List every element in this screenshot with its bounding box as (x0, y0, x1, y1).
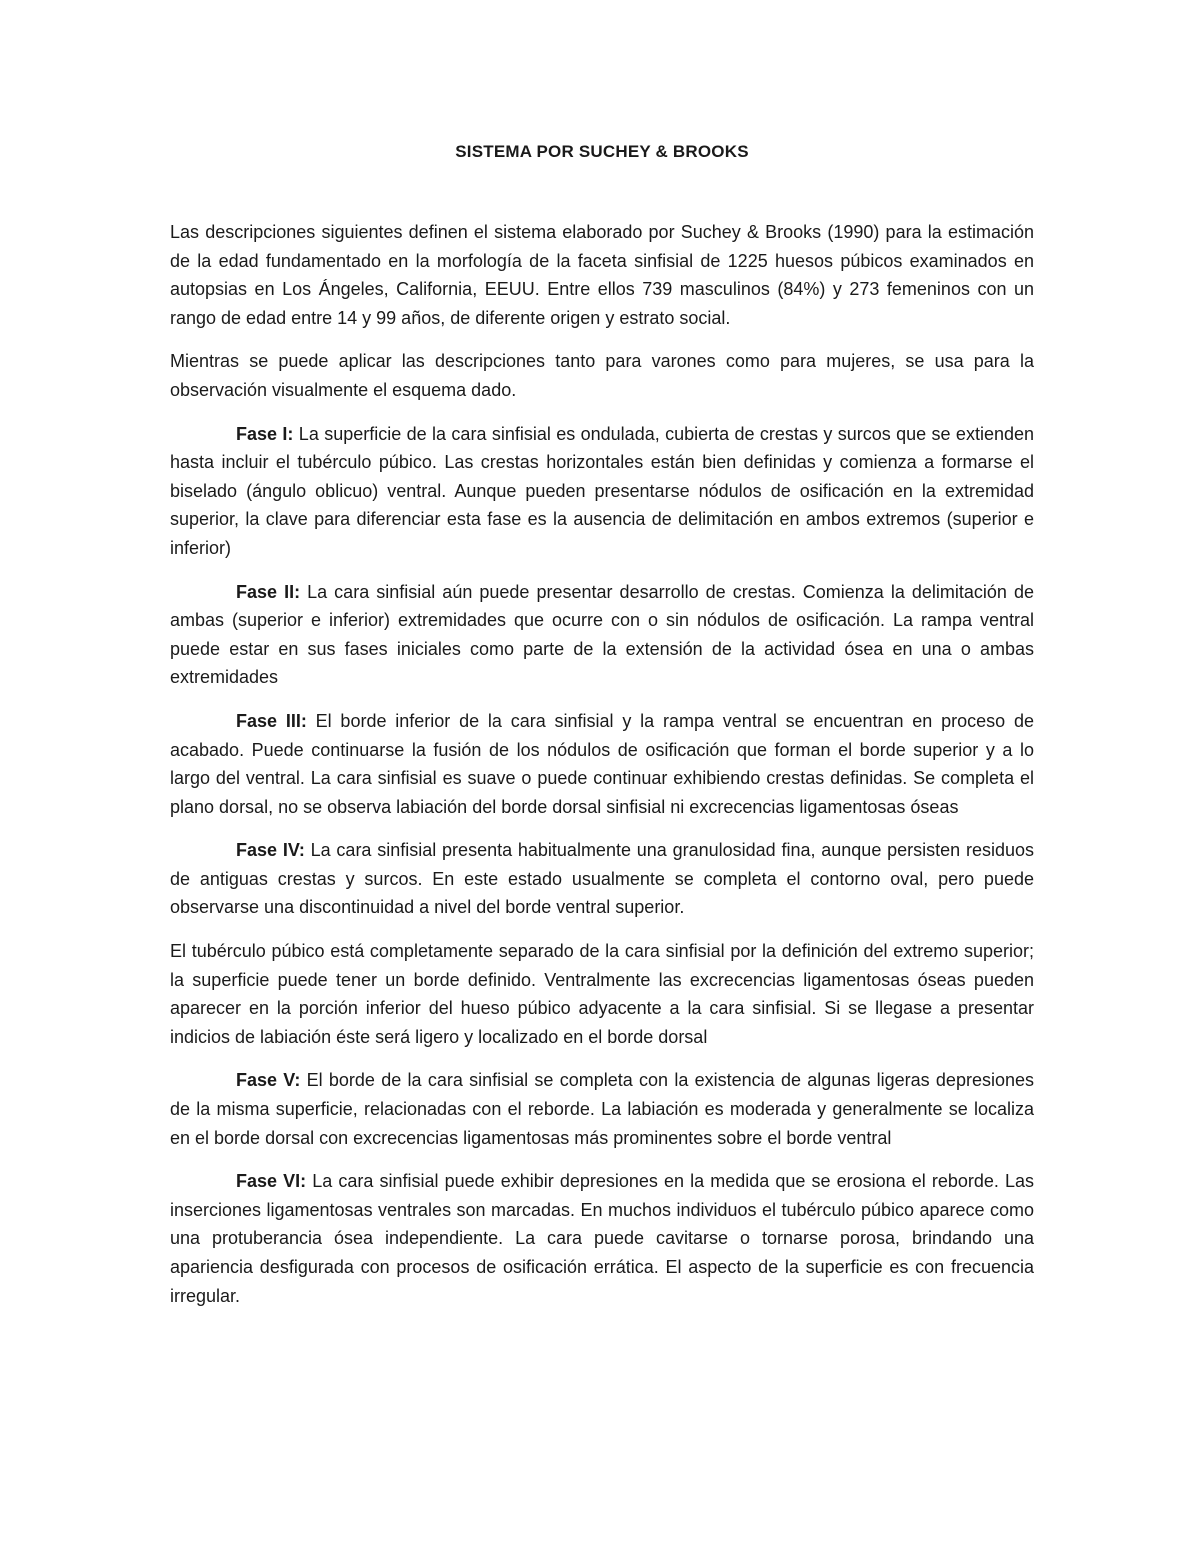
document-page (170, 142, 1034, 1325)
phase-ii-label: Fase II: (236, 581, 301, 602)
phase-v-text: El borde de la cara sinfisial se completa con la existencia de algunas ligeras depresiones de la misma superficie, relacionadas con el reborde. La labiación es moderada y generalmente se localiza en el borde dorsal con excrecencias ligamentosas más prominentes sobre el borde ventral (170, 1070, 1034, 1148)
intro-paragraph: Las descripciones siguientes definen el sistema elaborado por Suchey & Brooks (1990) para la estimación de la edad fundamentado en la morfología de la faceta sinfisial de 1225 huesos púbicos examinados en autopsias en Los Ángeles, California, EEUU. Entre ellos 739 masculinos (84%) y 273 femeninos con un rango de edad entre 14 y 99 años, de diferente origen y estrato social. (170, 222, 1034, 328)
phase-i-paragraph (170, 420, 1034, 563)
phase-vi-paragraph (170, 1167, 1034, 1310)
phase-vi-text: La cara sinfisial puede exhibir depresiones en la medida que se erosiona el reborde. Las inserciones ligamentosas ventrales son marcadas. En muchos individuos el tubérculo púbico aparece como una protuberancia ósea independiente. La cara puede cavitarse o tornarse porosa, brindando una apariencia desfigurada con procesos de osificación errática. El aspecto de la superficie es con frecuencia irregular. (170, 1171, 1034, 1306)
phase-i-label: Fase I: (236, 423, 294, 444)
phase-vi-label: Fase VI: (236, 1171, 307, 1192)
phase-v-label: Fase V: (236, 1070, 301, 1091)
phase-iii-paragraph (170, 707, 1034, 821)
phase-iii-label: Fase III: (236, 710, 307, 731)
phase-ii-text: La cara sinfisial aún puede presentar desarrollo de crestas. Comienza la delimitación de ambas (superior e inferior) extremidades que ocurre con o sin nódulos de osificación. La rampa ventral puede estar en sus fases iniciales como parte de la extensión de la actividad ósea en una o ambas extremidades (170, 581, 1035, 688)
phase-ii-paragraph (170, 578, 1034, 692)
phase-iv-continuation: El tubérculo púbico está completamente separado de la cara sinfisial por la definición del extremo superior; la superficie puede tener un borde definido. Ventralmente las excrecencias ligamentosas óseas pueden aparecer en la porción inferior del hueso púbico adyacente a la cara sinfisial. Si se llegase a presentar indicios de labiación éste será ligero y localizado en el borde dorsal (170, 941, 1034, 1047)
phase-iv-text: La cara sinfisial presenta habitualmente una granulosidad fina, aunque persisten residuos de antiguas crestas y surcos. En este estado usualmente se completa el contorno oval, pero puede observarse una discontinuidad a nivel del borde ventral superior. (170, 840, 1034, 918)
intro-paragraph: Mientras se puede aplicar las descripciones tanto para varones como para mujeres, se usa para la observación visualmente el esquema dado. (170, 351, 1034, 400)
phase-i-text: La superficie de la cara sinfisial es ondulada, cubierta de crestas y surcos que se extienden hasta incluir el tubérculo púbico. Las crestas horizontales están bien definidas y comienza a formarse el biselado (ángulo oblicuo) ventral. Aunque pueden presentarse nódulos de osificación en la extremidad superior, la clave para diferenciar esta fase es la ausencia de delimitación en ambos extremos (superior e inferior) (170, 423, 1034, 558)
phase-v-paragraph (170, 1066, 1034, 1152)
phase-iii-text: El borde inferior de la cara sinfisial y la rampa ventral se encuentran en proceso de acabado. Puede continuarse la fusión de los nódulos de osificación que forman el borde superior y a lo largo del ventral. La cara sinfisial es suave o puede continuar exhibiendo crestas definidas. Se completa el plano dorsal, no se observa labiación del borde dorsal sinfisial ni excrecencias ligamentosas óseas (170, 710, 1034, 817)
phase-iv-paragraph (170, 836, 1034, 922)
phase-iv-label: Fase IV: (236, 840, 305, 861)
document-title: SISTEMA POR SUCHEY & BROOKS (455, 142, 749, 161)
